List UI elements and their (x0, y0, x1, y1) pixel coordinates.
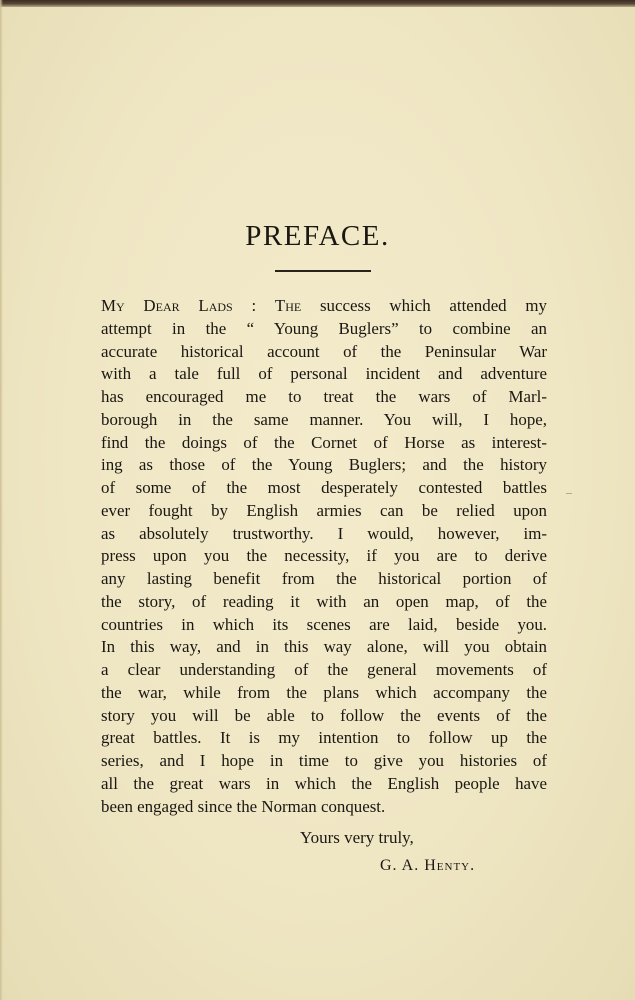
preface-line: a clear understanding of the general movements of (101, 660, 547, 679)
preface-line: all the great wars in which the English people have (101, 773, 547, 793)
preface-line: attempt in the “ Young Buglers” to combine an (101, 318, 547, 338)
preface-line: great battles. It is my intention to follow up the (101, 728, 547, 748)
preface-line: the war, while from the plans which accompany the (101, 682, 547, 702)
preface-line: ever fought by English armies can be relied upon (101, 500, 547, 520)
author-signature: G. A. Henty. (380, 857, 476, 874)
preface-line: been engaged since the Norman conquest. (101, 796, 386, 816)
preface-line: has encouraged me to treat the wars of Marl- (101, 387, 547, 406)
preface-line: story you will be able to follow the events of the (101, 705, 547, 725)
preface-line: the story, of reading it with an open map, of the (101, 591, 547, 611)
preface-line: of some of the most desperately contested battles (101, 478, 547, 497)
preface-line: accurate historical account of the Peninsular War (101, 341, 547, 361)
preface-body (101, 295, 547, 818)
page-left-edge (0, 0, 3, 1000)
preface-line: series, and I hope in time to give you histories of (101, 751, 547, 770)
preface-line: In this way, and in this way alone, will you obtain (101, 637, 547, 657)
preface-line: find the doings of the Cornet of Horse as interest- (101, 432, 547, 452)
page-title: PREFACE. (245, 220, 390, 252)
closing-phrase: Yours very truly, (300, 828, 414, 847)
preface-line: borough in the same manner. You will, I hope, (101, 409, 547, 429)
page-top-edge (0, 0, 635, 7)
preface-line: press upon you the necessity, if you are to derive (101, 546, 547, 566)
salutation: My Dear Lads : (101, 296, 257, 315)
preface-line-1: My Dear Lads : The success which attended my (101, 296, 547, 315)
title-divider (275, 270, 371, 272)
preface-line: ing as those of the Young Buglers; and the history (101, 455, 547, 475)
preface-line: with a tale full of personal incident and adventure (101, 364, 547, 384)
salutation-continuation: The (274, 296, 302, 315)
preface-line: any lasting benefit from the historical portion of (101, 569, 547, 588)
preface-line: as absolutely trustworthy. I would, however, im- (101, 523, 547, 543)
preface-line: countries in which its scenes are laid, beside you. (101, 614, 547, 634)
paper-mark (566, 493, 572, 494)
